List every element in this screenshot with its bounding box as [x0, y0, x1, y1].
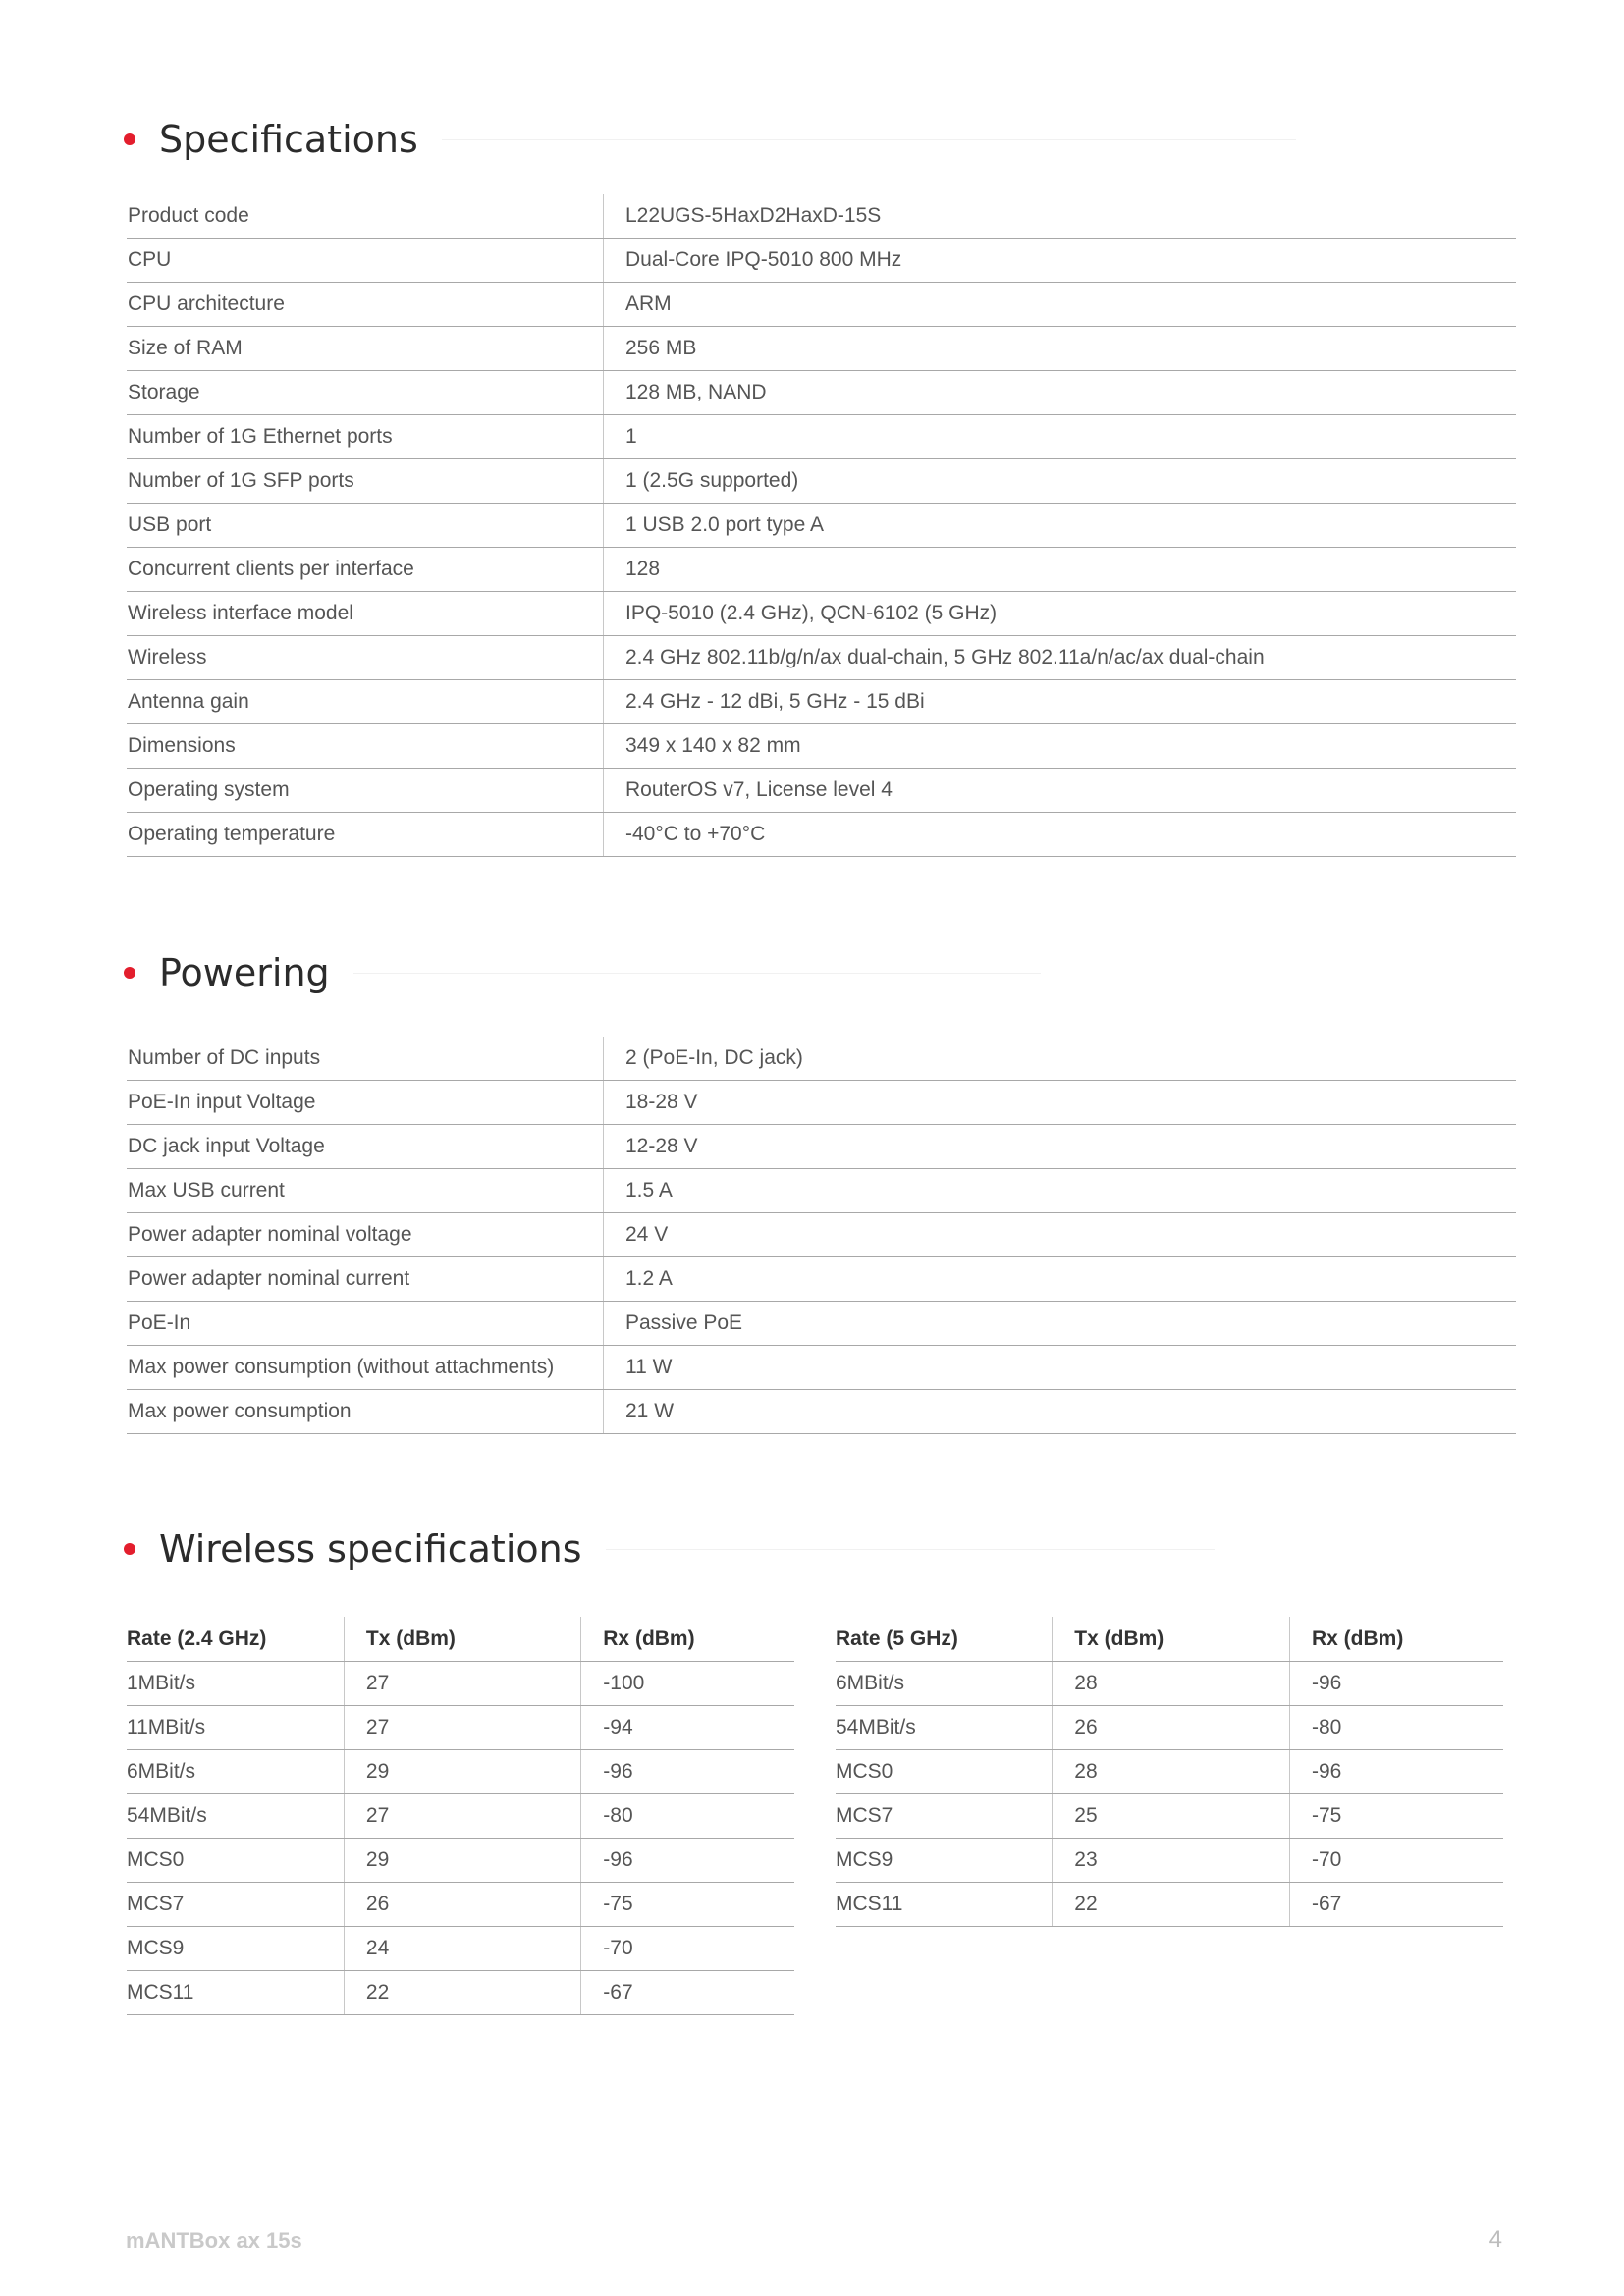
- spec-value: 349 x 140 x 82 mm: [604, 724, 1517, 769]
- spec-value: 2.4 GHz 802.11b/g/n/ax dual-chain, 5 GHz 802.11a/n/ac/ax dual-chain: [604, 636, 1517, 680]
- spec-label: Max USB current: [127, 1169, 604, 1213]
- spec-label: Operating temperature: [127, 813, 604, 857]
- table-row: [127, 1257, 1516, 1302]
- specifications-heading: [124, 118, 1296, 161]
- spec-value: 2.4 GHz - 12 dBi, 5 GHz - 15 dBi: [604, 680, 1517, 724]
- table-row: [127, 1169, 1516, 1213]
- powering-table: [127, 1037, 1516, 1434]
- table-row: [127, 548, 1516, 592]
- spec-value: 1 USB 2.0 port type A: [604, 504, 1517, 548]
- table-row: [836, 1750, 1503, 1794]
- rate-cell: 6MBit/s: [836, 1662, 1053, 1706]
- table-row: [127, 724, 1516, 769]
- table-row: [836, 1794, 1503, 1839]
- table-row: [836, 1706, 1503, 1750]
- tx-cell: 26: [344, 1883, 580, 1927]
- tx-cell: 26: [1053, 1706, 1290, 1750]
- rx-cell: -94: [581, 1706, 794, 1750]
- column-header: Rx (dBm): [1290, 1617, 1504, 1662]
- powering-heading: [124, 951, 1041, 994]
- spec-value: Dual-Core IPQ-5010 800 MHz: [604, 239, 1517, 283]
- rate-cell: MCS11: [836, 1883, 1053, 1927]
- spec-label: Size of RAM: [127, 327, 604, 371]
- column-header: Tx (dBm): [344, 1617, 580, 1662]
- spec-label: Power adapter nominal current: [127, 1257, 604, 1302]
- table-row: [127, 1213, 1516, 1257]
- table-row: [127, 1390, 1516, 1434]
- spec-value: 128 MB, NAND: [604, 371, 1517, 415]
- rate-cell: 54MBit/s: [127, 1794, 344, 1839]
- spec-value: 256 MB: [604, 327, 1517, 371]
- table-row: [127, 636, 1516, 680]
- rx-cell: -96: [1290, 1750, 1504, 1794]
- rate-cell: MCS0: [127, 1839, 344, 1883]
- rate-cell: MCS7: [127, 1883, 344, 1927]
- tx-cell: 29: [344, 1839, 580, 1883]
- table-row: [127, 1037, 1516, 1081]
- rate-cell: 1MBit/s: [127, 1662, 344, 1706]
- tx-cell: 27: [344, 1794, 580, 1839]
- spec-value: 12-28 V: [604, 1125, 1517, 1169]
- table-row: [127, 680, 1516, 724]
- footer-product-name: mANTBox ax 15s: [126, 2228, 302, 2253]
- spec-label: Concurrent clients per interface: [127, 548, 604, 592]
- column-header: Rate (5 GHz): [836, 1617, 1053, 1662]
- spec-value: 128: [604, 548, 1517, 592]
- specifications-table: [127, 194, 1516, 857]
- rx-cell: -100: [581, 1662, 794, 1706]
- table-row: [127, 1302, 1516, 1346]
- table-row: [127, 1839, 794, 1883]
- tx-cell: 27: [344, 1662, 580, 1706]
- table-row: [127, 283, 1516, 327]
- rx-cell: -96: [581, 1750, 794, 1794]
- table-row: [127, 194, 1516, 239]
- table-row: [127, 813, 1516, 857]
- spec-label: CPU: [127, 239, 604, 283]
- spec-label: Dimensions: [127, 724, 604, 769]
- tx-cell: 27: [344, 1706, 580, 1750]
- bullet-icon: [124, 967, 135, 979]
- table-row: [127, 1794, 794, 1839]
- table-row: [127, 592, 1516, 636]
- table-row: [127, 327, 1516, 371]
- spec-label: Max power consumption (without attachments): [127, 1346, 604, 1390]
- spec-label: Antenna gain: [127, 680, 604, 724]
- spec-label: Power adapter nominal voltage: [127, 1213, 604, 1257]
- spec-label: Number of 1G Ethernet ports: [127, 415, 604, 459]
- rx-cell: -70: [1290, 1839, 1504, 1883]
- spec-label: Number of 1G SFP ports: [127, 459, 604, 504]
- column-header: Tx (dBm): [1053, 1617, 1290, 1662]
- rx-cell: -80: [1290, 1706, 1504, 1750]
- section-title: Specifications: [159, 118, 418, 161]
- rx-cell: -80: [581, 1794, 794, 1839]
- spec-value: Passive PoE: [604, 1302, 1517, 1346]
- table-row: [127, 1125, 1516, 1169]
- bullet-icon: [124, 133, 135, 145]
- table-row: [127, 371, 1516, 415]
- spec-label: Product code: [127, 194, 604, 239]
- spec-label: Wireless interface model: [127, 592, 604, 636]
- spec-value: 1.5 A: [604, 1169, 1517, 1213]
- section-title: Wireless specifications: [159, 1527, 582, 1571]
- rx-cell: -75: [581, 1883, 794, 1927]
- spec-value: 11 W: [604, 1346, 1517, 1390]
- column-header: Rx (dBm): [581, 1617, 794, 1662]
- table-row: [127, 769, 1516, 813]
- spec-value: IPQ-5010 (2.4 GHz), QCN-6102 (5 GHz): [604, 592, 1517, 636]
- spec-label: Number of DC inputs: [127, 1037, 604, 1081]
- table-row: [836, 1883, 1503, 1927]
- table-row: [127, 239, 1516, 283]
- table-row: [127, 1081, 1516, 1125]
- table-row: [836, 1662, 1503, 1706]
- rx-cell: -67: [1290, 1883, 1504, 1927]
- spec-value: 24 V: [604, 1213, 1517, 1257]
- spec-label: USB port: [127, 504, 604, 548]
- table-row: [127, 1706, 794, 1750]
- table-row: [127, 1883, 794, 1927]
- spec-value: 1.2 A: [604, 1257, 1517, 1302]
- tx-cell: 22: [1053, 1883, 1290, 1927]
- wireless-table-2-4ghz: [127, 1617, 794, 2015]
- spec-label: PoE-In input Voltage: [127, 1081, 604, 1125]
- rx-cell: -75: [1290, 1794, 1504, 1839]
- tx-cell: 22: [344, 1971, 580, 2015]
- table-row: [127, 459, 1516, 504]
- rate-cell: 54MBit/s: [836, 1706, 1053, 1750]
- rate-cell: 6MBit/s: [127, 1750, 344, 1794]
- rx-cell: -96: [581, 1839, 794, 1883]
- rate-cell: MCS11: [127, 1971, 344, 2015]
- tx-cell: 29: [344, 1750, 580, 1794]
- spec-label: PoE-In: [127, 1302, 604, 1346]
- bullet-icon: [124, 1543, 135, 1555]
- spec-value: -40°C to +70°C: [604, 813, 1517, 857]
- wireless-heading: [124, 1527, 1215, 1571]
- spec-label: Max power consumption: [127, 1390, 604, 1434]
- rate-cell: MCS9: [127, 1927, 344, 1971]
- rate-cell: MCS0: [836, 1750, 1053, 1794]
- spec-value: 2 (PoE-In, DC jack): [604, 1037, 1517, 1081]
- spec-value: 1: [604, 415, 1517, 459]
- spec-label: CPU architecture: [127, 283, 604, 327]
- wireless-table-5ghz: [836, 1617, 1503, 1927]
- spec-label: DC jack input Voltage: [127, 1125, 604, 1169]
- rx-cell: -96: [1290, 1662, 1504, 1706]
- rx-cell: -70: [581, 1927, 794, 1971]
- divider: [606, 1549, 1215, 1550]
- spec-label: Wireless: [127, 636, 604, 680]
- spec-value: 21 W: [604, 1390, 1517, 1434]
- rx-cell: -67: [581, 1971, 794, 2015]
- table-row: [127, 1927, 794, 1971]
- spec-value: RouterOS v7, License level 4: [604, 769, 1517, 813]
- page-number: 4: [1489, 2226, 1502, 2253]
- tx-cell: 24: [344, 1927, 580, 1971]
- spec-value: L22UGS-5HaxD2HaxD-15S: [604, 194, 1517, 239]
- table-row: [127, 1662, 794, 1706]
- tx-cell: 25: [1053, 1794, 1290, 1839]
- table-row: [127, 1750, 794, 1794]
- table-row: [127, 415, 1516, 459]
- spec-value: ARM: [604, 283, 1517, 327]
- tx-cell: 23: [1053, 1839, 1290, 1883]
- table-row: [127, 504, 1516, 548]
- tx-cell: 28: [1053, 1662, 1290, 1706]
- section-title: Powering: [159, 951, 330, 994]
- rate-cell: MCS7: [836, 1794, 1053, 1839]
- table-row: [127, 1346, 1516, 1390]
- spec-label: Operating system: [127, 769, 604, 813]
- table-row: [836, 1839, 1503, 1883]
- spec-label: Storage: [127, 371, 604, 415]
- divider: [442, 139, 1296, 140]
- rate-cell: MCS9: [836, 1839, 1053, 1883]
- divider: [353, 973, 1041, 974]
- column-header: Rate (2.4 GHz): [127, 1617, 344, 1662]
- table-row: [127, 1971, 794, 2015]
- rate-cell: 11MBit/s: [127, 1706, 344, 1750]
- spec-value: 18-28 V: [604, 1081, 1517, 1125]
- spec-value: 1 (2.5G supported): [604, 459, 1517, 504]
- tx-cell: 28: [1053, 1750, 1290, 1794]
